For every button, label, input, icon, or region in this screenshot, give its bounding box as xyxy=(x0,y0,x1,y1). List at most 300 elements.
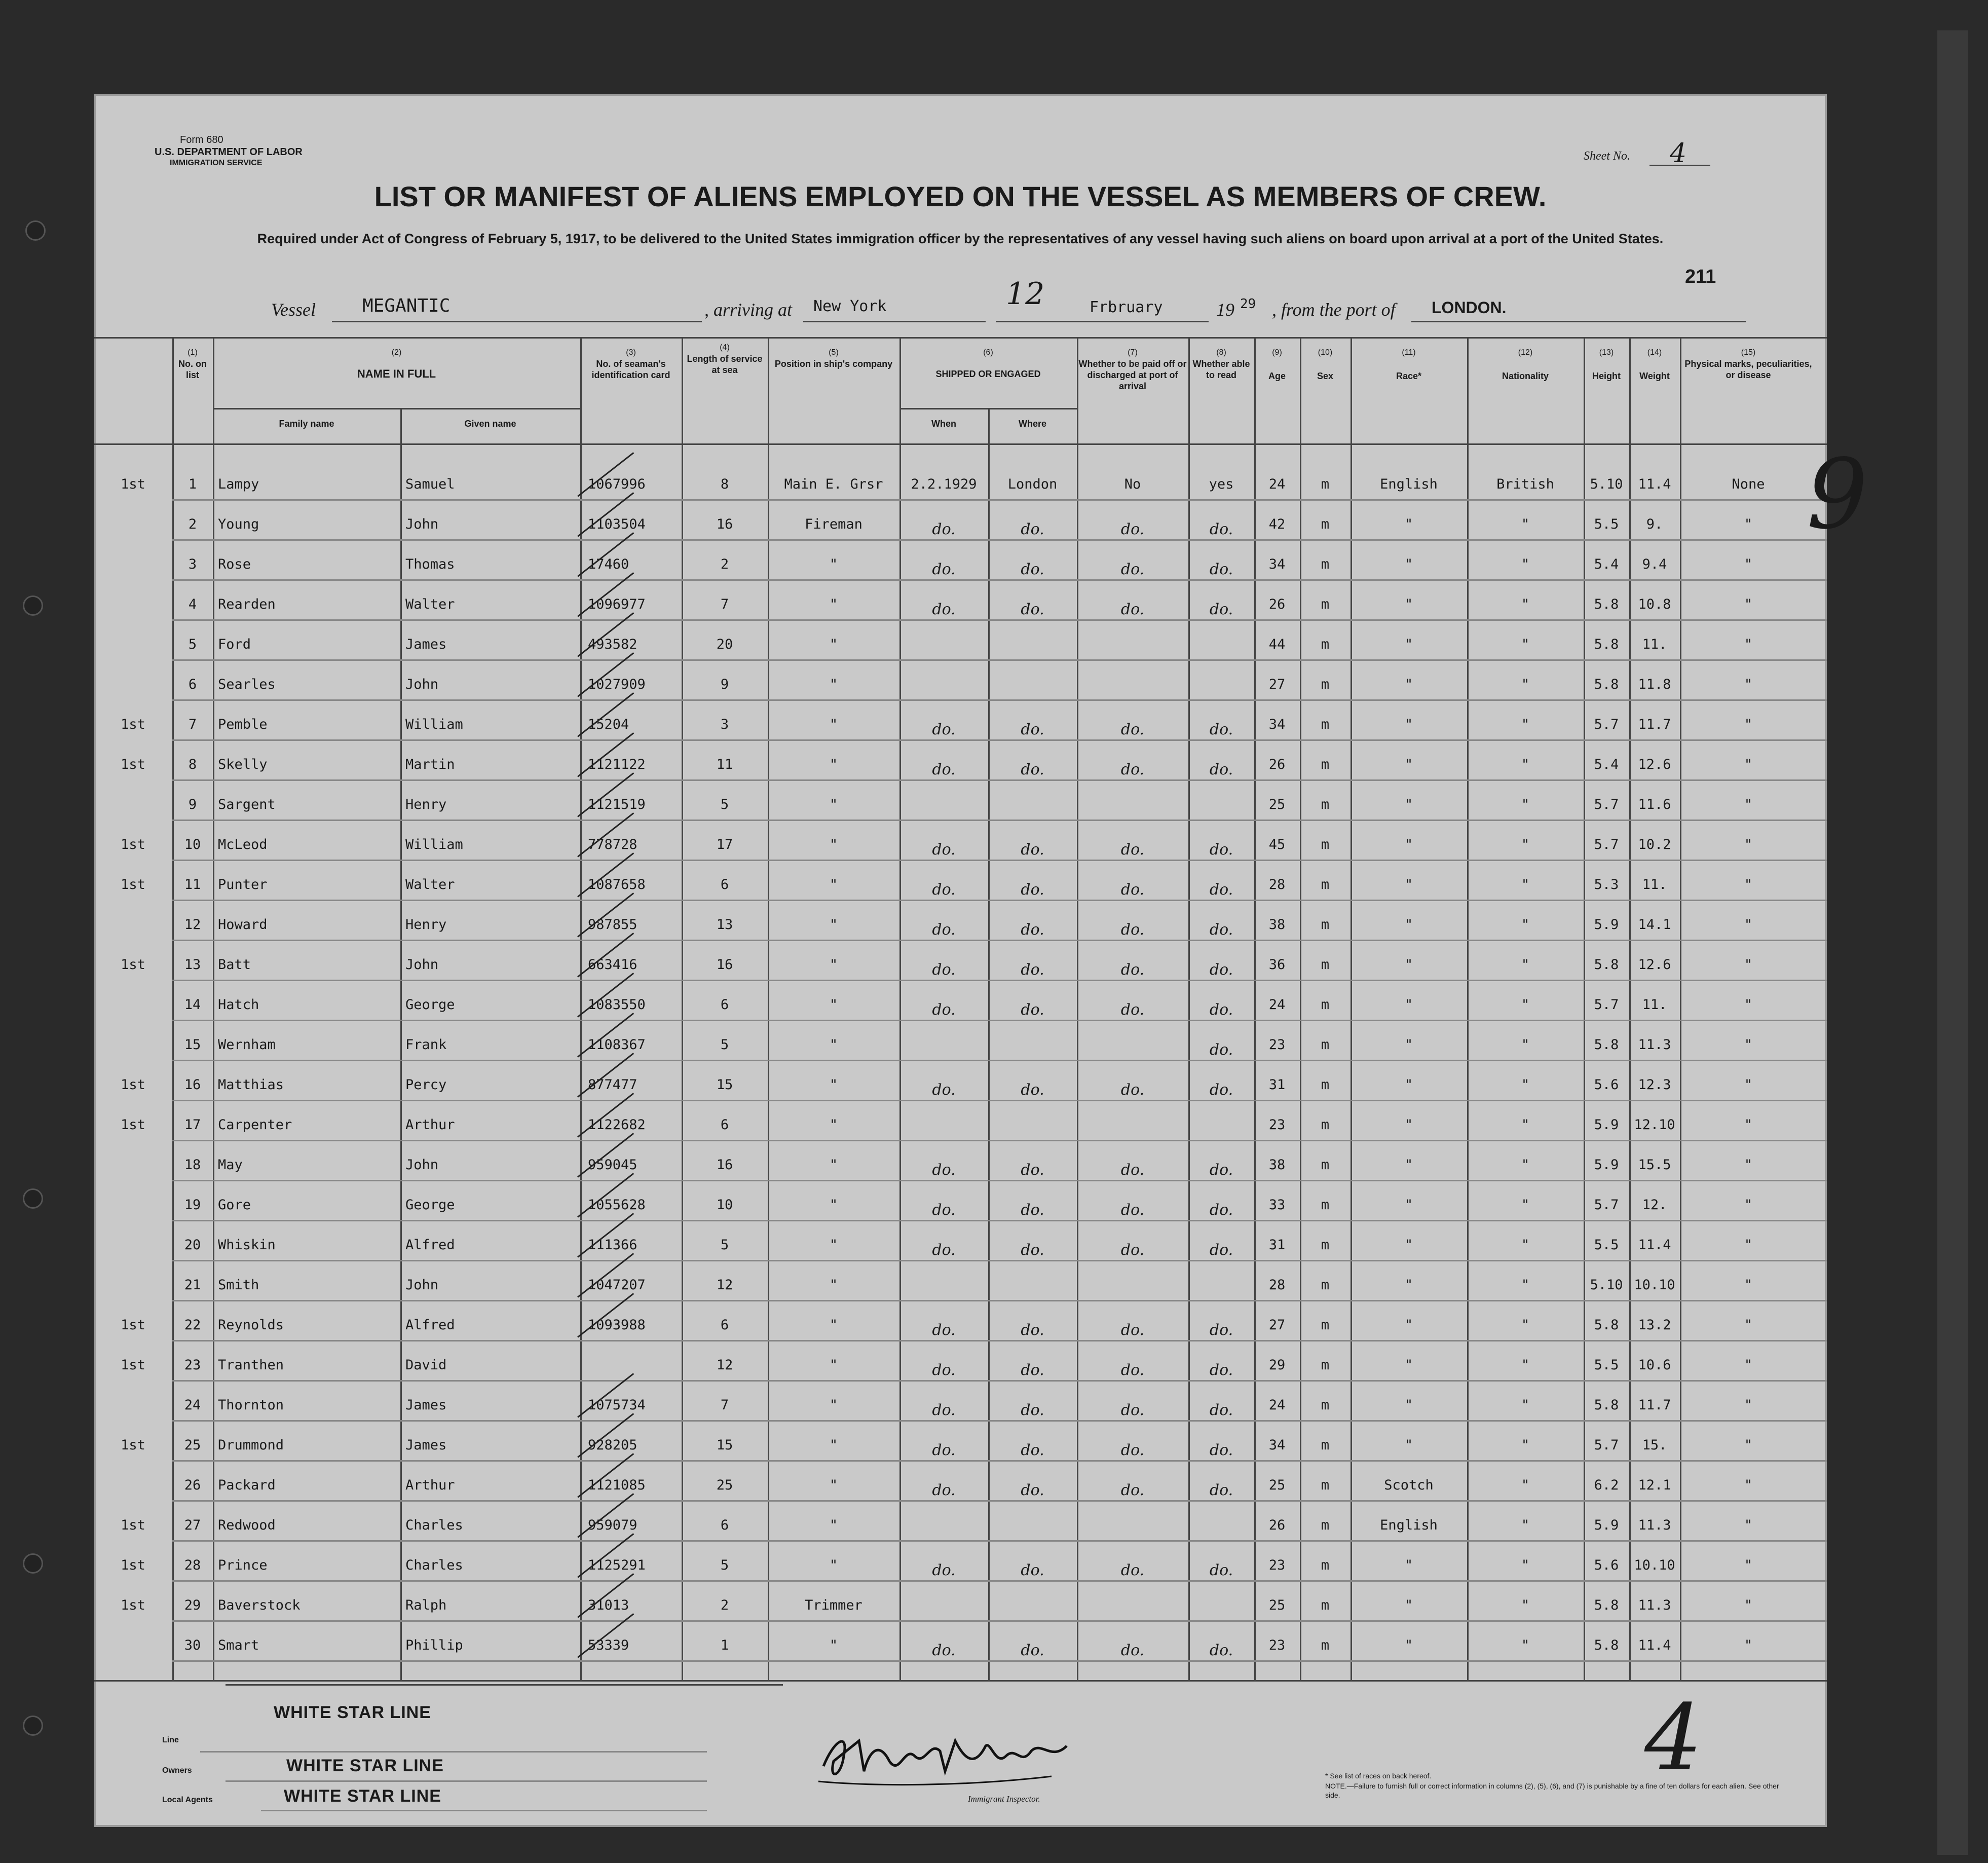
cell-shipped-when: do. xyxy=(932,520,956,538)
column-rule xyxy=(580,337,582,1680)
cell-first-voyage-mark: 1st xyxy=(121,1437,145,1453)
cell-shipped-when: do. xyxy=(932,1401,956,1419)
cell-nationality: " xyxy=(1521,837,1530,852)
cell-able-to-read: do. xyxy=(1209,1441,1233,1459)
cell-family-name: May xyxy=(218,1157,243,1173)
cell-position: " xyxy=(829,757,838,772)
cell-able-to-read: do. xyxy=(1209,881,1233,899)
cell-position: " xyxy=(829,1637,838,1653)
cell-sex: m xyxy=(1321,1317,1330,1333)
cell-age: 44 xyxy=(1268,637,1286,652)
page-subtitle: Required under Act of Congress of February 5, 1917, to be delivered to the United States immigration officer by the representatives of any vessel having such aliens on board upon arrival at a port of the United States. xyxy=(257,231,1664,246)
cell-weight: 11.4 xyxy=(1638,476,1671,492)
cell-shipped-when: do. xyxy=(932,561,956,578)
cell-list-number: 22 xyxy=(184,1317,201,1333)
row-rule xyxy=(172,1220,1827,1221)
cell-given-name: John xyxy=(405,957,439,973)
cell-position: " xyxy=(829,1237,838,1253)
cell-list-number: 26 xyxy=(184,1477,201,1493)
cell-length-of-service: 12 xyxy=(716,1357,733,1373)
cell-given-name: George xyxy=(405,997,455,1013)
cell-list-number: 24 xyxy=(184,1397,201,1413)
cell-id-card-number: 15204 xyxy=(588,717,629,732)
cell-list-number: 30 xyxy=(184,1637,201,1653)
row-rule xyxy=(172,1300,1827,1301)
cell-length-of-service: 6 xyxy=(720,997,729,1013)
cell-family-name: Baverstock xyxy=(218,1597,301,1613)
agents-stamp: WHITE STAR LINE xyxy=(284,1786,441,1806)
cell-given-name: Arthur xyxy=(405,1117,455,1133)
cell-id-card-number: 1108367 xyxy=(588,1037,646,1053)
header-able-to-read xyxy=(1188,347,1254,381)
cell-length-of-service: 12 xyxy=(716,1277,733,1293)
cell-height: 5.3 xyxy=(1594,877,1619,892)
cell-given-name: John xyxy=(405,516,439,532)
cell-first-voyage-mark: 1st xyxy=(121,1117,145,1133)
cell-age: 27 xyxy=(1268,677,1286,692)
sheet-number: 4 xyxy=(1670,138,1687,169)
cell-race: " xyxy=(1404,1237,1413,1253)
cell-height: 5.6 xyxy=(1594,1557,1619,1573)
cell-nationality: " xyxy=(1521,1357,1530,1373)
row-rule xyxy=(172,1180,1827,1181)
cell-physical-marks: " xyxy=(1744,837,1753,852)
cell-race: " xyxy=(1404,677,1413,692)
cell-race: " xyxy=(1404,797,1413,812)
header-number: (4) xyxy=(720,343,730,352)
line-rule xyxy=(200,1751,707,1753)
races-footnote: * See list of races on back hereof. xyxy=(1325,1772,1432,1780)
cell-given-name: William xyxy=(405,837,463,852)
cell-weight: 10.10 xyxy=(1634,1557,1675,1573)
cell-sex: m xyxy=(1321,1237,1330,1253)
cell-able-to-read: do. xyxy=(1209,1321,1233,1339)
cell-list-number: 8 xyxy=(188,757,197,772)
cell-able-to-read: yes xyxy=(1209,476,1234,492)
cell-paid-off: do. xyxy=(1120,1642,1145,1659)
from-label: , from the port of xyxy=(1272,300,1396,320)
cell-nationality: " xyxy=(1521,717,1530,732)
cell-weight: 12.6 xyxy=(1638,957,1671,973)
cell-family-name: Matthias xyxy=(218,1077,284,1093)
cell-position: " xyxy=(829,1437,838,1453)
cell-age: 45 xyxy=(1268,837,1286,852)
cell-age: 28 xyxy=(1268,877,1286,892)
cell-sex: m xyxy=(1321,757,1330,772)
cell-paid-off: do. xyxy=(1120,1201,1145,1219)
cell-nationality: " xyxy=(1521,917,1530,933)
cell-physical-marks: " xyxy=(1744,1317,1753,1333)
from-port-rule xyxy=(1411,321,1746,322)
cell-nationality: " xyxy=(1521,1437,1530,1453)
cell-shipped-when: do. xyxy=(932,1481,956,1499)
cell-able-to-read: do. xyxy=(1209,561,1233,578)
cell-physical-marks: " xyxy=(1744,1077,1753,1093)
cell-nationality: " xyxy=(1521,597,1530,612)
header-label: NAME IN FULL xyxy=(357,367,436,380)
cell-nationality: " xyxy=(1521,997,1530,1013)
cell-physical-marks: " xyxy=(1744,997,1753,1013)
cell-race: " xyxy=(1404,837,1413,852)
row-rule xyxy=(172,1420,1827,1422)
cell-height: 5.8 xyxy=(1594,1397,1619,1413)
cell-age: 23 xyxy=(1268,1557,1286,1573)
cell-weight: 11. xyxy=(1642,877,1667,892)
cell-list-number: 9 xyxy=(188,797,197,812)
cell-length-of-service: 13 xyxy=(716,917,733,933)
column-rule xyxy=(213,337,214,1680)
cell-able-to-read: do. xyxy=(1209,520,1233,538)
cell-list-number: 23 xyxy=(184,1357,201,1373)
cell-physical-marks: " xyxy=(1744,1557,1753,1573)
from-port: LONDON. xyxy=(1432,299,1507,317)
cell-id-card-number: 1125291 xyxy=(588,1557,646,1573)
cell-height: 5.9 xyxy=(1594,1517,1619,1533)
cell-list-number: 14 xyxy=(184,997,201,1013)
cell-height: 5.8 xyxy=(1594,637,1619,652)
cell-height: 5.5 xyxy=(1594,1237,1619,1253)
cell-weight: 10.10 xyxy=(1634,1277,1675,1293)
cell-paid-off: No xyxy=(1124,476,1141,492)
cell-sex: m xyxy=(1321,1637,1330,1653)
cell-id-card-number: 1122682 xyxy=(588,1117,646,1133)
cell-race: " xyxy=(1404,1357,1413,1373)
cell-given-name: Charles xyxy=(405,1557,463,1573)
service-name: IMMIGRATION SERVICE xyxy=(170,159,262,167)
cell-paid-off: do. xyxy=(1120,1081,1145,1099)
cell-first-voyage-mark: 1st xyxy=(121,1597,145,1613)
cell-nationality: " xyxy=(1521,1397,1530,1413)
cell-nationality: " xyxy=(1521,556,1530,572)
cell-paid-off: do. xyxy=(1120,961,1145,979)
row-rule xyxy=(172,499,1827,501)
cell-family-name: Skelly xyxy=(218,757,268,772)
cell-weight: 12. xyxy=(1642,1197,1667,1213)
row-rule xyxy=(172,1260,1827,1261)
form-number: Form 680 xyxy=(180,134,223,145)
row-rule xyxy=(172,1620,1827,1622)
header-label: Nationality xyxy=(1502,371,1549,381)
cell-id-card-number: 959045 xyxy=(588,1157,637,1173)
cell-age: 26 xyxy=(1268,1517,1286,1533)
penalty-note: NOTE.—Failure to furnish full or correct information in columns (2), (5), (6), and (7) is punishable by a fine of ten dollars for each alien. See other side. xyxy=(1325,1782,1779,1799)
cell-family-name: Rearden xyxy=(218,597,276,612)
cell-shipped-where: do. xyxy=(1021,1001,1044,1019)
port-rule xyxy=(803,321,986,322)
cell-given-name: Alfred xyxy=(405,1237,455,1253)
row-rule xyxy=(172,1460,1827,1462)
cell-given-name: William xyxy=(405,717,463,732)
cell-position: " xyxy=(829,556,838,572)
cell-sex: m xyxy=(1321,677,1330,692)
cell-weight: 15. xyxy=(1642,1437,1667,1453)
header-sex xyxy=(1300,347,1351,382)
row-rule xyxy=(172,619,1827,621)
cell-first-voyage-mark: 1st xyxy=(121,1517,145,1533)
cell-length-of-service: 3 xyxy=(720,717,729,732)
line-label: Line xyxy=(162,1736,179,1744)
cell-family-name: Hatch xyxy=(218,997,259,1013)
cell-physical-marks: " xyxy=(1744,877,1753,892)
cell-race: " xyxy=(1404,1317,1413,1333)
cell-height: 5.5 xyxy=(1594,1357,1619,1373)
cell-physical-marks: " xyxy=(1744,1437,1753,1453)
cell-weight: 11.3 xyxy=(1638,1037,1671,1053)
cell-length-of-service: 6 xyxy=(720,1117,729,1133)
cell-able-to-read: do. xyxy=(1209,841,1233,859)
cell-height: 5.4 xyxy=(1594,757,1619,772)
row-rule xyxy=(172,1020,1827,1021)
cell-shipped-where: do. xyxy=(1021,520,1044,538)
header-number: (1) xyxy=(187,348,198,357)
cell-shipped-where: do. xyxy=(1021,961,1044,979)
cell-given-name: James xyxy=(405,637,447,652)
cell-shipped-where: do. xyxy=(1021,1161,1044,1179)
cell-family-name: Gore xyxy=(218,1197,251,1213)
cell-given-name: Thomas xyxy=(405,556,455,572)
header-label: Race* xyxy=(1396,371,1422,381)
cell-paid-off: do. xyxy=(1120,921,1145,939)
row-rule xyxy=(172,659,1827,661)
cell-length-of-service: 5 xyxy=(720,797,729,812)
cell-age: 28 xyxy=(1268,1277,1286,1293)
cell-position: " xyxy=(829,1077,838,1093)
header-label: Length of service at sea xyxy=(687,354,763,375)
cell-weight: 11.7 xyxy=(1638,1397,1671,1413)
cell-position: " xyxy=(829,997,838,1013)
cell-race: " xyxy=(1404,877,1413,892)
cell-paid-off: do. xyxy=(1120,881,1145,899)
cell-id-card-number: 663416 xyxy=(588,957,637,973)
cell-shipped-where: do. xyxy=(1021,1441,1044,1459)
cell-weight: 11.3 xyxy=(1638,1517,1671,1533)
subheader-rule xyxy=(213,408,580,409)
cell-age: 23 xyxy=(1268,1117,1286,1133)
cell-sex: m xyxy=(1321,1597,1330,1613)
cell-paid-off: do. xyxy=(1120,1481,1145,1499)
cell-list-number: 28 xyxy=(184,1557,201,1573)
vessel-rule xyxy=(332,321,702,322)
cell-list-number: 29 xyxy=(184,1597,201,1613)
cell-nationality: " xyxy=(1521,1517,1530,1533)
row-rule xyxy=(172,539,1827,541)
cell-shipped-when: do. xyxy=(932,881,956,899)
cell-race: " xyxy=(1404,997,1413,1013)
cell-shipped-when: do. xyxy=(932,921,956,939)
cell-position: " xyxy=(829,1037,838,1053)
punch-hole xyxy=(23,1716,43,1736)
cell-sex: m xyxy=(1321,997,1330,1013)
cell-race: " xyxy=(1404,1437,1413,1453)
cell-age: 27 xyxy=(1268,1317,1286,1333)
cell-height: 5.7 xyxy=(1594,837,1619,852)
row-rule xyxy=(172,699,1827,701)
cell-list-number: 4 xyxy=(188,597,197,612)
page-title: LIST OR MANIFEST OF ALIENS EMPLOYED ON THE VESSEL AS MEMBERS OF CREW. xyxy=(374,180,1547,212)
cell-paid-off: do. xyxy=(1120,1401,1145,1419)
cell-nationality: " xyxy=(1521,1237,1530,1253)
table-top-rule xyxy=(94,337,1827,339)
header-label: No. of seaman's identification card xyxy=(591,359,670,380)
cell-list-number: 16 xyxy=(184,1077,201,1093)
header-height xyxy=(1584,347,1629,382)
cell-sex: m xyxy=(1321,837,1330,852)
header-length-of-service xyxy=(682,342,768,376)
header-label: Sex xyxy=(1317,371,1334,381)
cell-nationality: " xyxy=(1521,1077,1530,1093)
cell-physical-marks: " xyxy=(1744,1357,1753,1373)
cell-race: " xyxy=(1404,757,1413,772)
cell-first-voyage-mark: 1st xyxy=(121,1317,145,1333)
cell-age: 25 xyxy=(1268,1477,1286,1493)
cell-physical-marks: " xyxy=(1744,556,1753,572)
cell-paid-off: do. xyxy=(1120,1361,1145,1379)
cell-height: 5.8 xyxy=(1594,1037,1619,1053)
cell-shipped-where: do. xyxy=(1021,881,1044,899)
cell-able-to-read: do. xyxy=(1209,601,1233,618)
cell-given-name: Walter xyxy=(405,597,455,612)
cell-race: Scotch xyxy=(1384,1477,1434,1493)
cell-paid-off: do. xyxy=(1120,1441,1145,1459)
cell-list-number: 2 xyxy=(188,516,197,532)
cell-shipped-where: do. xyxy=(1021,1081,1044,1099)
cell-nationality: British xyxy=(1496,476,1554,492)
cell-id-card-number: 1067996 xyxy=(588,476,646,492)
cell-shipped-where: do. xyxy=(1021,1561,1044,1579)
cell-physical-marks: " xyxy=(1744,1477,1753,1493)
cell-race: " xyxy=(1404,1197,1413,1213)
cell-able-to-read: do. xyxy=(1209,721,1233,738)
cell-sex: m xyxy=(1321,1117,1330,1133)
cell-age: 33 xyxy=(1268,1197,1286,1213)
cell-weight: 10.2 xyxy=(1638,837,1671,852)
cell-able-to-read: do. xyxy=(1209,1161,1233,1179)
cell-sex: m xyxy=(1321,957,1330,973)
cell-sex: m xyxy=(1321,1077,1330,1093)
cell-id-card-number: 1121519 xyxy=(588,797,646,812)
cell-shipped-when: do. xyxy=(932,601,956,618)
header-number: (2) xyxy=(391,348,402,357)
cell-id-card-number: 877477 xyxy=(588,1077,637,1093)
cell-id-card-number: 53339 xyxy=(588,1637,629,1653)
row-rule xyxy=(172,1060,1827,1061)
cell-shipped-where: do. xyxy=(1021,721,1044,738)
header-number: (10) xyxy=(1318,348,1333,357)
owners-stamp: WHITE STAR LINE xyxy=(286,1756,444,1775)
header-number: (3) xyxy=(626,348,636,357)
cell-family-name: Reynolds xyxy=(218,1317,284,1333)
cell-list-number: 18 xyxy=(184,1157,201,1173)
header-id-card xyxy=(580,347,682,381)
cell-nationality: " xyxy=(1521,1037,1530,1053)
inspector-signature xyxy=(813,1710,1077,1792)
cell-length-of-service: 2 xyxy=(720,556,729,572)
arrival-port: New York xyxy=(813,297,887,315)
cell-list-number: 13 xyxy=(184,957,201,973)
cell-shipped-where: do. xyxy=(1021,921,1044,939)
cell-position: Trimmer xyxy=(805,1597,862,1613)
header-race xyxy=(1351,347,1467,382)
cell-height: 5.9 xyxy=(1594,1157,1619,1173)
cell-family-name: Prince xyxy=(218,1557,268,1573)
cell-paid-off: do. xyxy=(1120,1241,1145,1259)
cell-id-card-number: 778728 xyxy=(588,837,637,852)
cell-able-to-read: do. xyxy=(1209,761,1233,778)
cell-physical-marks: " xyxy=(1744,1117,1753,1133)
binder-edge xyxy=(1937,30,1968,1855)
cell-family-name: Rose xyxy=(218,556,251,572)
cell-shipped-where: do. xyxy=(1021,1481,1044,1499)
header-number: (9) xyxy=(1272,348,1282,357)
header-name-in-full xyxy=(213,347,580,380)
row-rule xyxy=(172,1540,1827,1542)
cell-able-to-read: do. xyxy=(1209,961,1233,979)
cell-paid-off: do. xyxy=(1120,601,1145,618)
cell-physical-marks: " xyxy=(1744,717,1753,732)
vessel-name: MEGANTIC xyxy=(362,295,451,316)
header-number: (15) xyxy=(1741,348,1756,357)
cell-height: 5.7 xyxy=(1594,797,1619,812)
cell-first-voyage-mark: 1st xyxy=(121,837,145,852)
cell-position: " xyxy=(829,597,838,612)
cell-length-of-service: 5 xyxy=(720,1037,729,1053)
cell-given-name: Henry xyxy=(405,797,447,812)
cell-shipped-where: do. xyxy=(1021,1241,1044,1259)
cell-length-of-service: 6 xyxy=(720,1317,729,1333)
cell-sex: m xyxy=(1321,717,1330,732)
cell-id-card-number: 1047207 xyxy=(588,1277,646,1293)
cell-shipped-where: do. xyxy=(1021,1401,1044,1419)
cell-race: English xyxy=(1380,476,1438,492)
cell-position: " xyxy=(829,1117,838,1133)
cell-family-name: Batt xyxy=(218,957,251,973)
agents-rule xyxy=(261,1810,707,1811)
cell-shipped-where: do. xyxy=(1021,1321,1044,1339)
cell-family-name: Drummond xyxy=(218,1437,284,1453)
cell-nationality: " xyxy=(1521,757,1530,772)
cell-sex: m xyxy=(1321,797,1330,812)
sheet-label: Sheet No. xyxy=(1584,150,1630,163)
cell-length-of-service: 5 xyxy=(720,1237,729,1253)
cell-shipped-where: do. xyxy=(1021,1361,1044,1379)
cell-list-number: 19 xyxy=(184,1197,201,1213)
corner-handwritten-number: 4 xyxy=(1644,1685,1703,1791)
cell-paid-off: do. xyxy=(1120,1321,1145,1339)
cell-physical-marks: " xyxy=(1744,1157,1753,1173)
row-rule xyxy=(172,1140,1827,1141)
cell-height: 5.9 xyxy=(1594,1117,1619,1133)
cell-height: 5.8 xyxy=(1594,597,1619,612)
cell-shipped-when: do. xyxy=(932,1241,956,1259)
cell-position: Main E. Grsr xyxy=(784,476,883,492)
line-stamp: WHITE STAR LINE xyxy=(274,1703,431,1722)
cell-physical-marks: " xyxy=(1744,597,1753,612)
cell-physical-marks: " xyxy=(1744,1237,1753,1253)
row-rule xyxy=(172,900,1827,901)
cell-first-voyage-mark: 1st xyxy=(121,877,145,892)
header-label: Whether able to read xyxy=(1192,359,1250,380)
cell-position: Fireman xyxy=(805,516,862,532)
cell-list-number: 27 xyxy=(184,1517,201,1533)
date-rule xyxy=(996,321,1209,322)
cell-sex: m xyxy=(1321,1557,1330,1573)
cell-able-to-read: do. xyxy=(1209,1642,1233,1659)
cell-weight: 12.10 xyxy=(1634,1117,1675,1133)
cell-nationality: " xyxy=(1521,1317,1530,1333)
cell-sex: m xyxy=(1321,1197,1330,1213)
cell-able-to-read: do. xyxy=(1209,1361,1233,1379)
cell-given-name: Walter xyxy=(405,877,455,892)
